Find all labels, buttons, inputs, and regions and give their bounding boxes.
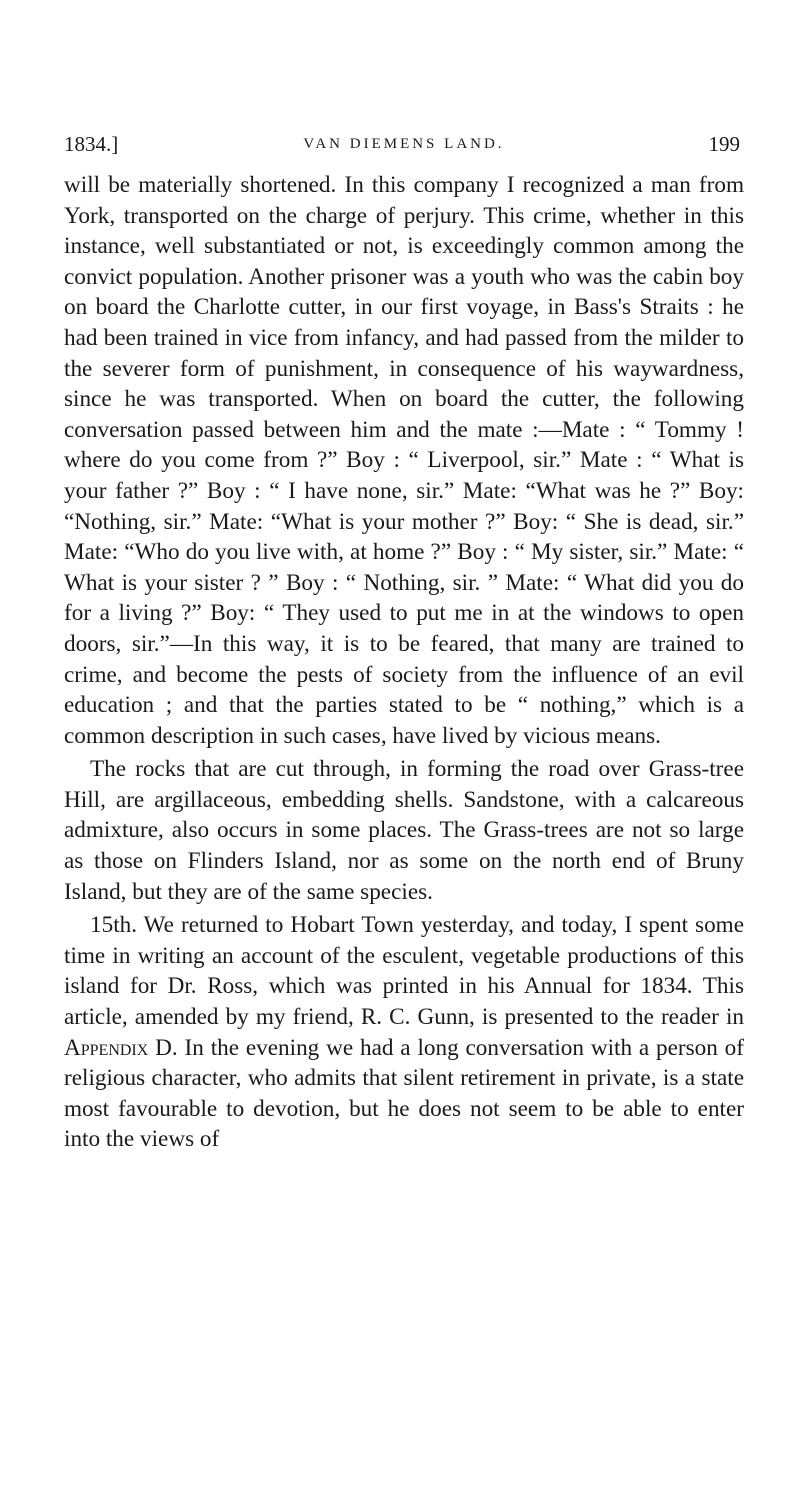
appendix-reference: Appendix <box>64 1034 149 1061</box>
paragraph-15th-text-before: 15th. We returned to Hobart Town yesterday, and today, I spent some time in writing an account of the esculent, vegetable productions of this island for Dr. Ross, which was printed in his Annual for 1834. This article, amended by my friend, R. C. Gunn, is presented to the reader in <box>64 912 744 1031</box>
paragraph-15th-text-after: D. In the evening we had a long conversation with a person of religious character, who admits that silent retirement in private, is a state most favourable to devotion, but he does not seem to be able to enter into the views of <box>64 1034 744 1153</box>
running-head-year: 1834.] <box>64 132 119 156</box>
paragraph-15th-entry <box>64 910 744 1155</box>
page-number: 199 <box>708 132 740 156</box>
running-head-title: VAN DIEMENS LAND. <box>303 136 505 152</box>
paragraph-convict-conversation: will be materially shortened. In this company I recognized a man from York, transported on the charge of perjury. This crime, whether in this instance, well substantiated or not, is exceedingly common among the convict population. Another prisoner was a youth who was the cabin boy on board the Charlotte cutter, in our first voyage, in Bass's Straits : he had been trained in vice from infancy, and had passed from the milder to the severer form of punishment, in consequence of his waywardness, since he was transported. When on board the cutter, the following conversation passed between him and the mate :—Mate : “ Tommy ! where do you come from ?” Boy : “ Liverpool, sir.” Mate : “ What is your father ?” Boy : “ I have none, sir.” Mate: “What was he ?” Boy: “Nothing, sir.” Mate: “What is your mother ?” Boy: “ She is dead, sir.” Mate: “Who do you live with, at home ?” Boy : “ My sister, sir.” Mate: “ What is your sister ? ” Boy : “ Nothing, sir. ” Mate: “ What did you do for a living ?” Boy: “ They used to put me in at the windows to open doors, sir.”—In this way, it is to be feared, that many are trained to crime, and become the pests of society from the influence of an evil education ; and that the parties stated to be “ nothing,” which is a common description in such cases, have lived by vicious means. <box>64 172 744 749</box>
body-text <box>64 170 744 1155</box>
book-page <box>64 128 744 1155</box>
running-head <box>64 128 744 160</box>
paragraph-grass-tree-hill: The rocks that are cut through, in forming the road over Grass-tree Hill, are argillaceous, embedding shells. Sandstone, with a calcareous admixture, also occurs in some places. The Grass-trees are not so large as those on Flinders Island, nor as some on the north end of Bruny Island, but they are of the same species. <box>64 756 744 905</box>
